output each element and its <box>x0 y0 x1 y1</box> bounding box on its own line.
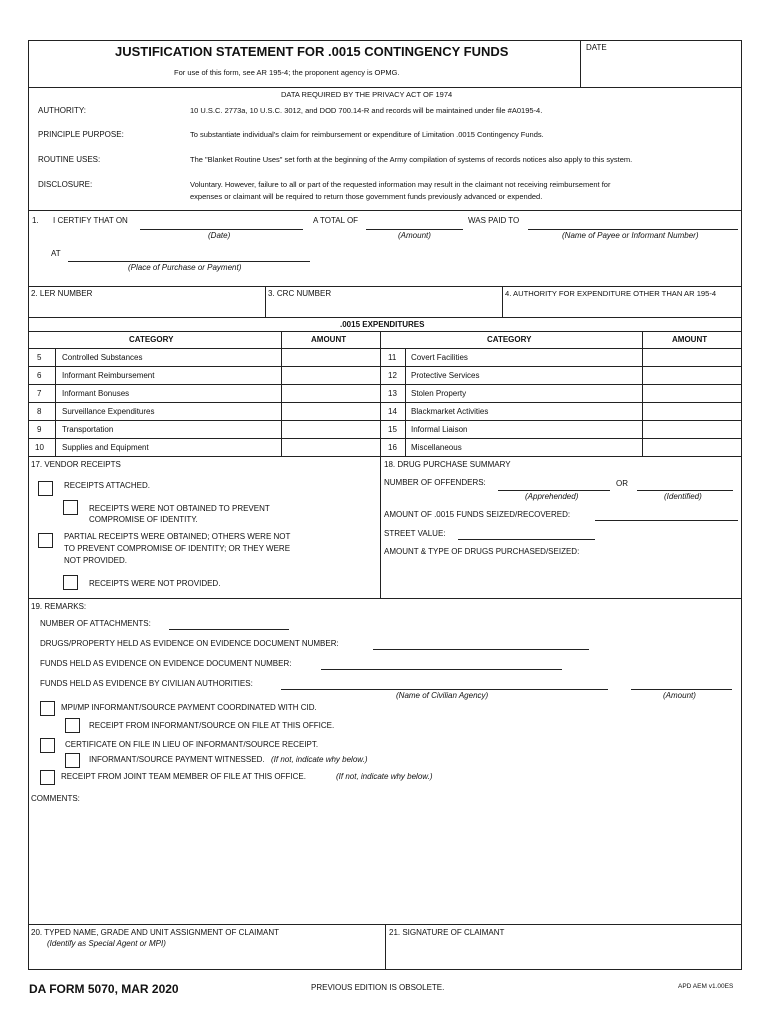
certificate-label: CERTIFICATE ON FILE IN LIEU OF INFORMANT/SOURCE RECEIPT. <box>65 740 319 749</box>
joint-team-checkbox[interactable] <box>40 770 55 785</box>
receipts-not-provided-checkbox[interactable] <box>63 575 78 590</box>
disclosure-text-2: expenses or claimant will be required to return those government funds previously advanced or expended. <box>190 192 543 201</box>
authority-label: AUTHORITY: <box>38 106 87 115</box>
date-hint: (Date) <box>208 231 231 240</box>
signature-divider <box>385 924 386 970</box>
vendor-heading: 17. VENDOR RECEIPTS <box>31 460 121 469</box>
not-obtained-line-2: COMPROMISE OF IDENTITY. <box>89 515 198 524</box>
seized-field[interactable] <box>595 520 738 521</box>
exp-label: Informant Bonuses <box>62 389 130 398</box>
partial-line-2: TO PREVENT COMPROMISE OF IDENTITY; OR THEY WERE <box>64 544 291 553</box>
exp-num: 11 <box>388 353 397 362</box>
exp-row-line <box>28 366 742 367</box>
right-category-header: CATEGORY <box>487 335 532 344</box>
exp-label: Controlled Substances <box>62 353 143 362</box>
civilian-label: FUNDS HELD AS EVIDENCE BY CIVILIAN AUTHORITIES: <box>40 679 253 688</box>
exp-num: 12 <box>388 371 397 380</box>
form-title: JUSTIFICATION STATEMENT FOR .0015 CONTINGENCY FUNDS <box>115 44 509 59</box>
at-label: AT <box>51 249 61 258</box>
receipt-on-file-checkbox[interactable] <box>65 718 80 733</box>
exp-col-line <box>405 348 406 456</box>
amount-blackmarket[interactable] <box>645 405 739 417</box>
amount-surveillance[interactable] <box>284 405 378 417</box>
identified-hint: (Identified) <box>664 492 702 501</box>
certify-amount-field[interactable] <box>366 229 463 230</box>
certify-number: 1. <box>32 216 39 225</box>
exp-label: Informant Reimbursement <box>62 371 155 380</box>
receipts-attached-label: RECEIPTS ATTACHED. <box>64 481 150 490</box>
left-category-header: CATEGORY <box>129 335 174 344</box>
exp-num: 5 <box>37 353 42 362</box>
purpose-text: To substantiate individual's claim for reimbursement or expenditure of Limitation .0015 Contingency Funds. <box>190 130 544 139</box>
street-value-label: STREET VALUE: <box>384 529 446 538</box>
vendor-divider <box>28 598 742 599</box>
section1-divider <box>28 286 742 287</box>
evidence-doc-label: DRUGS/PROPERTY HELD AS EVIDENCE ON EVIDENCE DOCUMENT NUMBER: <box>40 639 339 648</box>
amount-protective-services[interactable] <box>645 369 739 381</box>
receipts-not-obtained-checkbox[interactable] <box>63 500 78 515</box>
date-divider <box>580 40 581 87</box>
joint-note: (If not, indicate why below.) <box>336 772 433 781</box>
place-field[interactable] <box>68 261 310 262</box>
form-id: DA FORM 5070, MAR 2020 <box>29 982 179 996</box>
amount-controlled-substances[interactable] <box>284 351 378 363</box>
vendor-drug-divider <box>380 456 381 598</box>
certificate-checkbox[interactable] <box>40 738 55 753</box>
form-subtitle: For use of this form, see AR 195-4; the proponent agency is OPMG. <box>174 68 400 77</box>
typed-name-label-1: 20. TYPED NAME, GRADE AND UNIT ASSIGNMENT OF CLAIMANT <box>31 928 280 937</box>
authority-expenditure-field[interactable] <box>506 301 738 315</box>
place-hint: (Place of Purchase or Payment) <box>128 263 242 272</box>
drug-type-field[interactable] <box>384 560 738 594</box>
witnessed-label: INFORMANT/SOURCE PAYMENT WITNESSED. <box>89 755 265 764</box>
typed-name-label-2: (Identify as Special Agent or MPI) <box>47 939 166 948</box>
offenders-apprehended-field[interactable] <box>498 490 610 491</box>
amount-transportation[interactable] <box>284 423 378 435</box>
attachments-label: NUMBER OF ATTACHMENTS: <box>40 619 151 628</box>
exp-num: 8 <box>37 407 42 416</box>
crc-label: 3. CRC NUMBER <box>268 289 332 298</box>
certify-payee-field[interactable] <box>528 229 738 230</box>
numbers-divider <box>28 317 742 318</box>
privacy-heading: DATA REQUIRED BY THE PRIVACY ACT OF 1974 <box>281 90 453 99</box>
civilian-amount-field[interactable] <box>631 689 732 690</box>
not-obtained-line-1: RECEIPTS WERE NOT OBTAINED TO PREVENT <box>89 504 270 513</box>
date-label: DATE <box>586 43 607 52</box>
exp-num: 7 <box>37 389 42 398</box>
privacy-divider <box>28 210 742 211</box>
evidence-doc-field[interactable] <box>373 649 589 650</box>
disclosure-text-1: Voluntary. However, failure to all or part of the requested information may result in the claimant not receiving reimbursement for <box>190 180 611 189</box>
ler-number-field[interactable] <box>32 301 262 315</box>
exp-num: 13 <box>388 389 397 398</box>
exp-col-line <box>55 348 56 456</box>
partial-line-1: PARTIAL RECEIPTS WERE OBTAINED; OTHERS WERE NOT <box>64 532 291 541</box>
amount-informant-reimbursement[interactable] <box>284 369 378 381</box>
header-divider <box>28 87 742 88</box>
exp-label: Miscellaneous <box>411 443 462 452</box>
exp-label: Covert Facilities <box>411 353 468 362</box>
authority-text: 10 U.S.C. 2773a, 10 U.S.C. 3012, and DOD 700.14-R and records will be maintained under file #A0195-4. <box>190 106 543 115</box>
exp-num: 9 <box>37 425 42 434</box>
routine-label: ROUTINE USES: <box>38 155 101 164</box>
amount-hint: (Amount) <box>398 231 431 240</box>
payee-hint: (Name of Payee or Informant Number) <box>562 231 699 240</box>
mpi-coordinated-checkbox[interactable] <box>40 701 55 716</box>
exp-header-line <box>28 348 742 349</box>
offenders-label: NUMBER OF OFFENDERS: <box>384 478 486 487</box>
crc-number-field[interactable] <box>270 301 498 315</box>
right-amount-header: AMOUNT <box>672 335 708 344</box>
exp-label: Protective Services <box>411 371 480 380</box>
drug-type-label: AMOUNT & TYPE OF DRUGS PURCHASED/SEIZED: <box>384 547 580 556</box>
total-label: A TOTAL OF <box>313 216 359 225</box>
exp-label: Supplies and Equipment <box>62 443 149 452</box>
authority-expenditure-label: 4. AUTHORITY FOR EXPENDITURE OTHER THAN AR 195-4 <box>505 289 717 298</box>
receipts-attached-checkbox[interactable] <box>38 481 53 496</box>
ler-crc-divider <box>265 286 266 317</box>
mpi-label: MPI/MP INFORMANT/SOURCE PAYMENT COORDINATED WITH CID. <box>61 703 317 712</box>
certify-date-field[interactable] <box>140 229 303 230</box>
certify-label: I CERTIFY THAT ON <box>53 216 128 225</box>
purpose-label: PRINCIPLE PURPOSE: <box>38 130 124 139</box>
exp-label: Surveillance Expenditures <box>62 407 155 416</box>
funds-doc-label: FUNDS HELD AS EVIDENCE ON EVIDENCE DOCUMENT NUMBER: <box>40 659 292 668</box>
amount-informal-liaison[interactable] <box>645 423 739 435</box>
attachments-field[interactable] <box>169 629 289 630</box>
comments-label: COMMENTS: <box>31 794 80 803</box>
exp-heading-line <box>28 331 742 332</box>
seized-label: AMOUNT OF .0015 FUNDS SEIZED/RECOVERED: <box>384 510 571 519</box>
joint-label: RECEIPT FROM JOINT TEAM MEMBER OF FILE AT THIS OFFICE. <box>61 772 306 781</box>
typed-name-field[interactable] <box>31 952 381 966</box>
signature-label: 21. SIGNATURE OF CLAIMANT <box>389 928 505 937</box>
funds-doc-field[interactable] <box>321 669 562 670</box>
ler-label: 2. LER NUMBER <box>31 289 93 298</box>
amount-stolen-property[interactable] <box>645 387 739 399</box>
exp-label: Blackmarket Activities <box>411 407 489 416</box>
exp-num: 14 <box>388 407 397 416</box>
left-amount-header: AMOUNT <box>311 335 347 344</box>
date-field[interactable] <box>585 60 737 82</box>
witnessed-checkbox[interactable] <box>65 753 80 768</box>
apprehended-hint: (Apprehended) <box>525 492 579 501</box>
or-label: OR <box>616 479 628 488</box>
partial-receipts-checkbox[interactable] <box>38 533 53 548</box>
exp-num: 6 <box>37 371 42 380</box>
exp-row-line <box>28 420 742 421</box>
exp-label: Transportation <box>62 425 114 434</box>
witnessed-note: (If not, indicate why below.) <box>271 755 368 764</box>
paid-label: WAS PAID TO <box>468 216 520 225</box>
exp-row-line <box>28 402 742 403</box>
exp-row-line <box>28 456 742 457</box>
obsolete-notice: PREVIOUS EDITION IS OBSOLETE. <box>311 983 445 992</box>
routine-text: The "Blanket Routine Uses" set forth at the beginning of the Army compilation of systems of records notices also apply to this system. <box>190 155 633 164</box>
partial-line-3: NOT PROVIDED. <box>64 556 127 565</box>
street-value-field[interactable] <box>458 539 595 540</box>
expenditures-heading: .0015 EXPENDITURES <box>340 320 425 329</box>
receipt-file-label: RECEIPT FROM INFORMANT/SOURCE ON FILE AT THIS OFFICE. <box>89 721 335 730</box>
not-provided-label: RECEIPTS WERE NOT PROVIDED. <box>89 579 221 588</box>
amount-supplies[interactable] <box>284 441 378 453</box>
exp-col-line <box>642 331 643 456</box>
exp-label: Stolen Property <box>411 389 467 398</box>
version-label: APD AEM v1.00ES <box>678 983 734 990</box>
civilian-amount-hint: (Amount) <box>663 691 696 700</box>
drug-heading: 18. DRUG PURCHASE SUMMARY <box>384 460 511 469</box>
amount-covert-facilities[interactable] <box>645 351 739 363</box>
agency-hint: (Name of Civilian Agency) <box>396 691 489 700</box>
exp-num: 16 <box>388 443 397 452</box>
remarks-heading: 19. REMARKS: <box>31 602 87 611</box>
exp-num: 15 <box>388 425 397 434</box>
offenders-identified-field[interactable] <box>637 490 733 491</box>
exp-num: 10 <box>35 443 44 452</box>
civilian-agency-field[interactable] <box>281 689 608 690</box>
exp-label: Informal Liaison <box>411 425 468 434</box>
amount-informant-bonuses[interactable] <box>284 387 378 399</box>
exp-row-line <box>28 384 742 385</box>
signature-field[interactable] <box>389 942 738 966</box>
comments-field[interactable] <box>31 808 738 918</box>
exp-col-line <box>380 331 381 456</box>
exp-col-line <box>281 331 282 456</box>
exp-row-line <box>28 438 742 439</box>
amount-miscellaneous[interactable] <box>645 441 739 453</box>
crc-auth-divider <box>502 286 503 317</box>
disclosure-label: DISCLOSURE: <box>38 180 93 189</box>
